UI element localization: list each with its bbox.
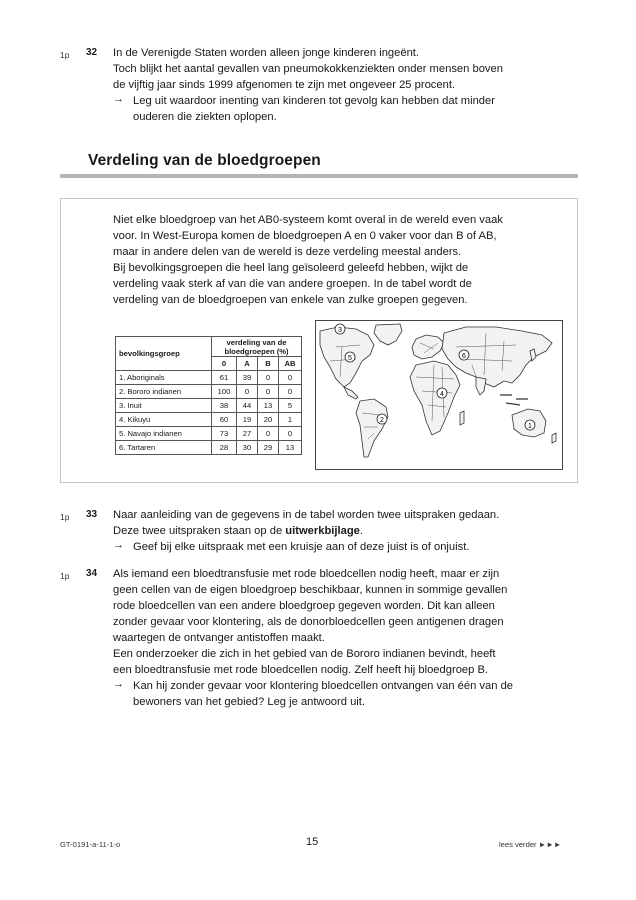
value-cell: 0 bbox=[258, 371, 279, 385]
value-cell: 0 bbox=[279, 427, 302, 441]
value-cell: 61 bbox=[212, 371, 237, 385]
points-label: 1p bbox=[60, 512, 70, 522]
value-cell: 19 bbox=[237, 413, 258, 427]
value-cell: 60 bbox=[212, 413, 237, 427]
value-cell: 38 bbox=[212, 399, 237, 413]
value-cell: 30 bbox=[237, 441, 258, 455]
column-header-group: bevolkingsgroep bbox=[116, 337, 212, 371]
question-text-line: een bloedtransfusie met rode bloedcellen nodig. Zelf heeft hij bloedgroep B. bbox=[113, 664, 489, 676]
column-header-distribution bbox=[212, 337, 302, 357]
column-header-ab: AB bbox=[279, 357, 302, 371]
arrow-right-icon: → bbox=[113, 539, 124, 551]
question-number: 33 bbox=[86, 509, 98, 520]
task-text-line: bewoners van het gebied? Leg je antwoord uit. bbox=[133, 696, 365, 708]
task-text-line: ouderen die ziekten oplopen. bbox=[133, 111, 277, 123]
section-title: Verdeling van de bloedgroepen bbox=[88, 152, 321, 169]
value-cell: 73 bbox=[212, 427, 237, 441]
map-marker-label: 3 bbox=[338, 327, 342, 334]
table-row bbox=[116, 441, 302, 455]
table-header-row bbox=[116, 337, 302, 357]
question-text-line: zonder gevaar voor klontering, als de donorbloedcellen geen antigenen dragen bbox=[113, 616, 504, 628]
table-row bbox=[116, 399, 302, 413]
group-name: 5. Navajo indianen bbox=[116, 427, 212, 441]
group-name: 1. Aboriginals bbox=[116, 371, 212, 385]
arrow-right-icon: → bbox=[113, 93, 124, 105]
world-map-drawing bbox=[316, 321, 562, 469]
question-text-line: Naar aanleiding van de gegevens in de tabel worden twee uitspraken gedaan. bbox=[113, 509, 500, 521]
value-cell: 0 bbox=[279, 385, 302, 399]
intro-line: verdeling van de bloedgroepen van enkele van zulke groepen gegeven. bbox=[113, 294, 468, 306]
world-map bbox=[315, 320, 563, 470]
value-cell: 28 bbox=[212, 441, 237, 455]
question-number: 34 bbox=[86, 568, 98, 579]
page-number: 15 bbox=[306, 836, 319, 848]
task-text-line: Kan hij zonder gevaar voor klontering bloedcellen ontvangen van één van de bbox=[133, 680, 514, 692]
value-cell: 1 bbox=[279, 413, 302, 427]
column-header-0: 0 bbox=[212, 357, 237, 371]
value-cell: 13 bbox=[258, 399, 279, 413]
intro-line: Niet elke bloedgroep van het AB0-systeem komt overal in de wereld even vaak bbox=[113, 214, 503, 226]
task-text-line: Leg uit waardoor inenting van kinderen tot gevolg kan hebben dat minder bbox=[133, 95, 495, 107]
question-number: 32 bbox=[86, 47, 98, 58]
map-marker-label: 2 bbox=[380, 417, 384, 424]
map-marker-label: 5 bbox=[348, 355, 352, 362]
arrow-right-icon: → bbox=[113, 678, 124, 690]
map-marker-label: 6 bbox=[462, 353, 466, 360]
group-name: 6. Tartaren bbox=[116, 441, 212, 455]
group-name: 4. Kikuyu bbox=[116, 413, 212, 427]
emphasis-text: uitwerkbijlage bbox=[285, 525, 360, 537]
footer-next: lees verder ►►► bbox=[499, 840, 562, 849]
group-name: 2. Bororo indianen bbox=[116, 385, 212, 399]
points-label: 1p bbox=[60, 571, 70, 581]
intro-line: Bij bevolkingsgroepen die heel lang geïsoleerd geleefd hebben, wijkt de bbox=[113, 262, 469, 274]
value-cell: 0 bbox=[258, 427, 279, 441]
section-divider bbox=[60, 174, 578, 178]
value-cell: 20 bbox=[258, 413, 279, 427]
table-row bbox=[116, 413, 302, 427]
question-text-line bbox=[113, 523, 363, 539]
footer-code: GT-0191-a-11-1-o bbox=[60, 840, 121, 849]
question-text-line: Toch blijkt het aantal gevallen van pneumokokkenziekten onder mensen boven bbox=[113, 63, 503, 75]
question-text-line: rode bloedcellen van een andere bloedgroep gegeven worden. Dit kan alleen bbox=[113, 600, 495, 612]
question-text-line: geen cellen van de eigen bloedgroep beschikbaar, kunnen in sommige gevallen bbox=[113, 584, 508, 596]
task-text-line: Geef bij elke uitspraak met een kruisje aan of deze juist is of onjuist. bbox=[133, 541, 470, 553]
value-cell: 44 bbox=[237, 399, 258, 413]
question-text-line: de vijftig jaar sinds 1999 afgenomen te zijn met ongeveer 25 procent. bbox=[113, 79, 456, 91]
question-text-line: waartegen de ontvanger antistoffen maakt. bbox=[113, 632, 325, 644]
value-cell: 13 bbox=[279, 441, 302, 455]
value-cell: 27 bbox=[237, 427, 258, 441]
intro-line: voor. In West-Europa komen de bloedgroepen A en 0 vaker voor dan B of AB, bbox=[113, 230, 497, 242]
column-header-a: A bbox=[237, 357, 258, 371]
value-cell: 29 bbox=[258, 441, 279, 455]
text-segment: Deze twee uitspraken staan op de bbox=[113, 525, 286, 537]
text-segment: . bbox=[359, 525, 363, 537]
question-text-line: In de Verenigde Staten worden alleen jonge kinderen ingeënt. bbox=[113, 47, 420, 59]
map-marker-label: 4 bbox=[440, 391, 444, 398]
info-box bbox=[60, 198, 578, 483]
table-row bbox=[116, 427, 302, 441]
table-row bbox=[116, 371, 302, 385]
intro-line: maar in andere delen van de wereld is deze verdeling meestal anders. bbox=[113, 246, 462, 258]
value-cell: 39 bbox=[237, 371, 258, 385]
value-cell: 0 bbox=[279, 371, 302, 385]
value-cell: 0 bbox=[237, 385, 258, 399]
intro-line: verdeling vaak sterk af van die van andere groepen. In de tabel wordt de bbox=[113, 278, 472, 290]
value-cell: 0 bbox=[258, 385, 279, 399]
column-header-b: B bbox=[258, 357, 279, 371]
value-cell: 100 bbox=[212, 385, 237, 399]
value-cell: 5 bbox=[279, 399, 302, 413]
points-label: 1p bbox=[60, 50, 70, 60]
bloodgroup-table bbox=[115, 336, 302, 455]
question-text-line: Een onderzoeker die zich in het gebied van de Bororo indianen bevindt, heeft bbox=[113, 648, 496, 660]
header-line: verdeling van de bbox=[226, 338, 287, 347]
question-text-line: Als iemand een bloedtransfusie met rode bloedcellen nodig heeft, maar er zijn bbox=[113, 568, 500, 580]
header-line: bloedgroepen (%) bbox=[224, 347, 289, 356]
table-row bbox=[116, 385, 302, 399]
map-marker-label: 1 bbox=[528, 423, 532, 430]
group-name: 3. Inuit bbox=[116, 399, 212, 413]
